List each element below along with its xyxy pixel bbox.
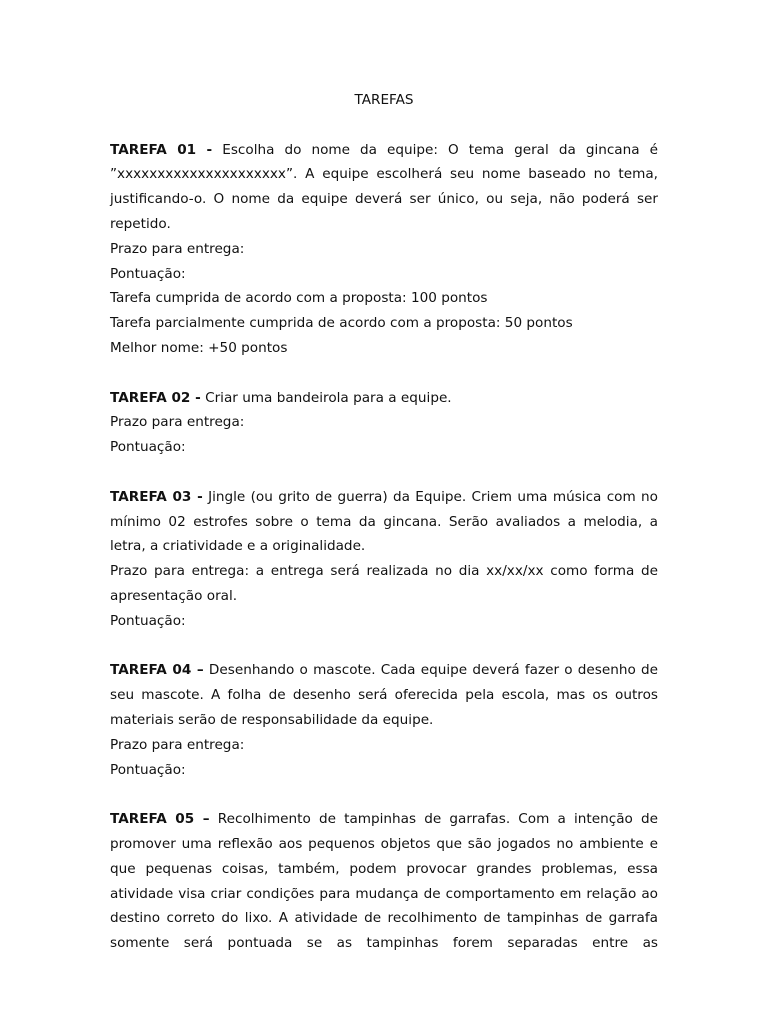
- task-description-text: Desenhando o mascote. Cada equipe deverá fazer o desenho de seu mascote. A folha de desenho será oferecida pela escola, mas os outros materiais serão de responsabilidade da equipe.: [110, 662, 658, 728]
- task-line: Pontuação:: [110, 761, 186, 778]
- task-05: [110, 807, 658, 956]
- document-title: TAREFAS: [354, 92, 414, 108]
- task-line: Pontuação:: [110, 265, 186, 282]
- task-line: Prazo para entrega: a entrega será realizada no dia xx/xx/xx como forma de apresentação oral.: [110, 563, 658, 604]
- task-label: TAREFA 01 -: [110, 141, 213, 158]
- task-description: [110, 807, 658, 956]
- task-line: Tarefa cumprida de acordo com a proposta: 100 pontos: [110, 290, 488, 307]
- task-03: [110, 485, 658, 634]
- task-label: TAREFA 02 -: [110, 389, 201, 406]
- task-line: Pontuação:: [110, 439, 186, 456]
- task-line: Pontuação:: [110, 612, 186, 629]
- document-page: [110, 88, 658, 981]
- task-line: Melhor nome: +50 pontos: [110, 339, 288, 356]
- task-line: Prazo para entrega:: [110, 414, 245, 431]
- task-01: [110, 138, 658, 361]
- task-label: TAREFA 05 –: [110, 811, 210, 828]
- task-description: [110, 138, 658, 237]
- task-02: [110, 386, 658, 460]
- task-line: Prazo para entrega:: [110, 736, 245, 753]
- task-description-text: Criar uma bandeirola para a equipe.: [205, 389, 452, 406]
- task-description-text: Jingle (ou grito de guerra) da Equipe. Criem uma música com no mínimo 02 estrofes sobre o tema da gincana. Serão avaliados a melodia, a letra, a criatividade e a originalidade.: [110, 488, 658, 555]
- task-description: [110, 485, 658, 559]
- task-label: TAREFA 03 -: [110, 488, 203, 505]
- task-description: [110, 386, 658, 411]
- task-line: Tarefa parcialmente cumprida de acordo com a proposta: 50 pontos: [110, 315, 573, 332]
- task-04: [110, 658, 658, 782]
- task-label: TAREFA 04 –: [110, 662, 204, 679]
- task-line: Prazo para entrega:: [110, 240, 245, 257]
- task-description-text: Escolha do nome da equipe: O tema geral da gincana é ”xxxxxxxxxxxxxxxxxxxxx”. A equipe escolherá seu nome baseado no tema, justificando-o. O nome da equipe deverá ser único, ou seja, não poderá ser repetido.: [110, 141, 658, 232]
- task-description-text: Recolhimento de tampinhas de garrafas. Com a intenção de promover uma reflexão aos pequenos objetos que são jogados no ambiente e que pequenas coisas, também, podem provocar grandes problemas, essa atividade visa criar condições para mudança de comportamento em relação ao destino correto do lixo. A atividade de recolhimento de tampinhas de garrafa somente será pontuada se as tampinhas forem separadas entre as: [110, 811, 658, 952]
- task-description: [110, 658, 658, 732]
